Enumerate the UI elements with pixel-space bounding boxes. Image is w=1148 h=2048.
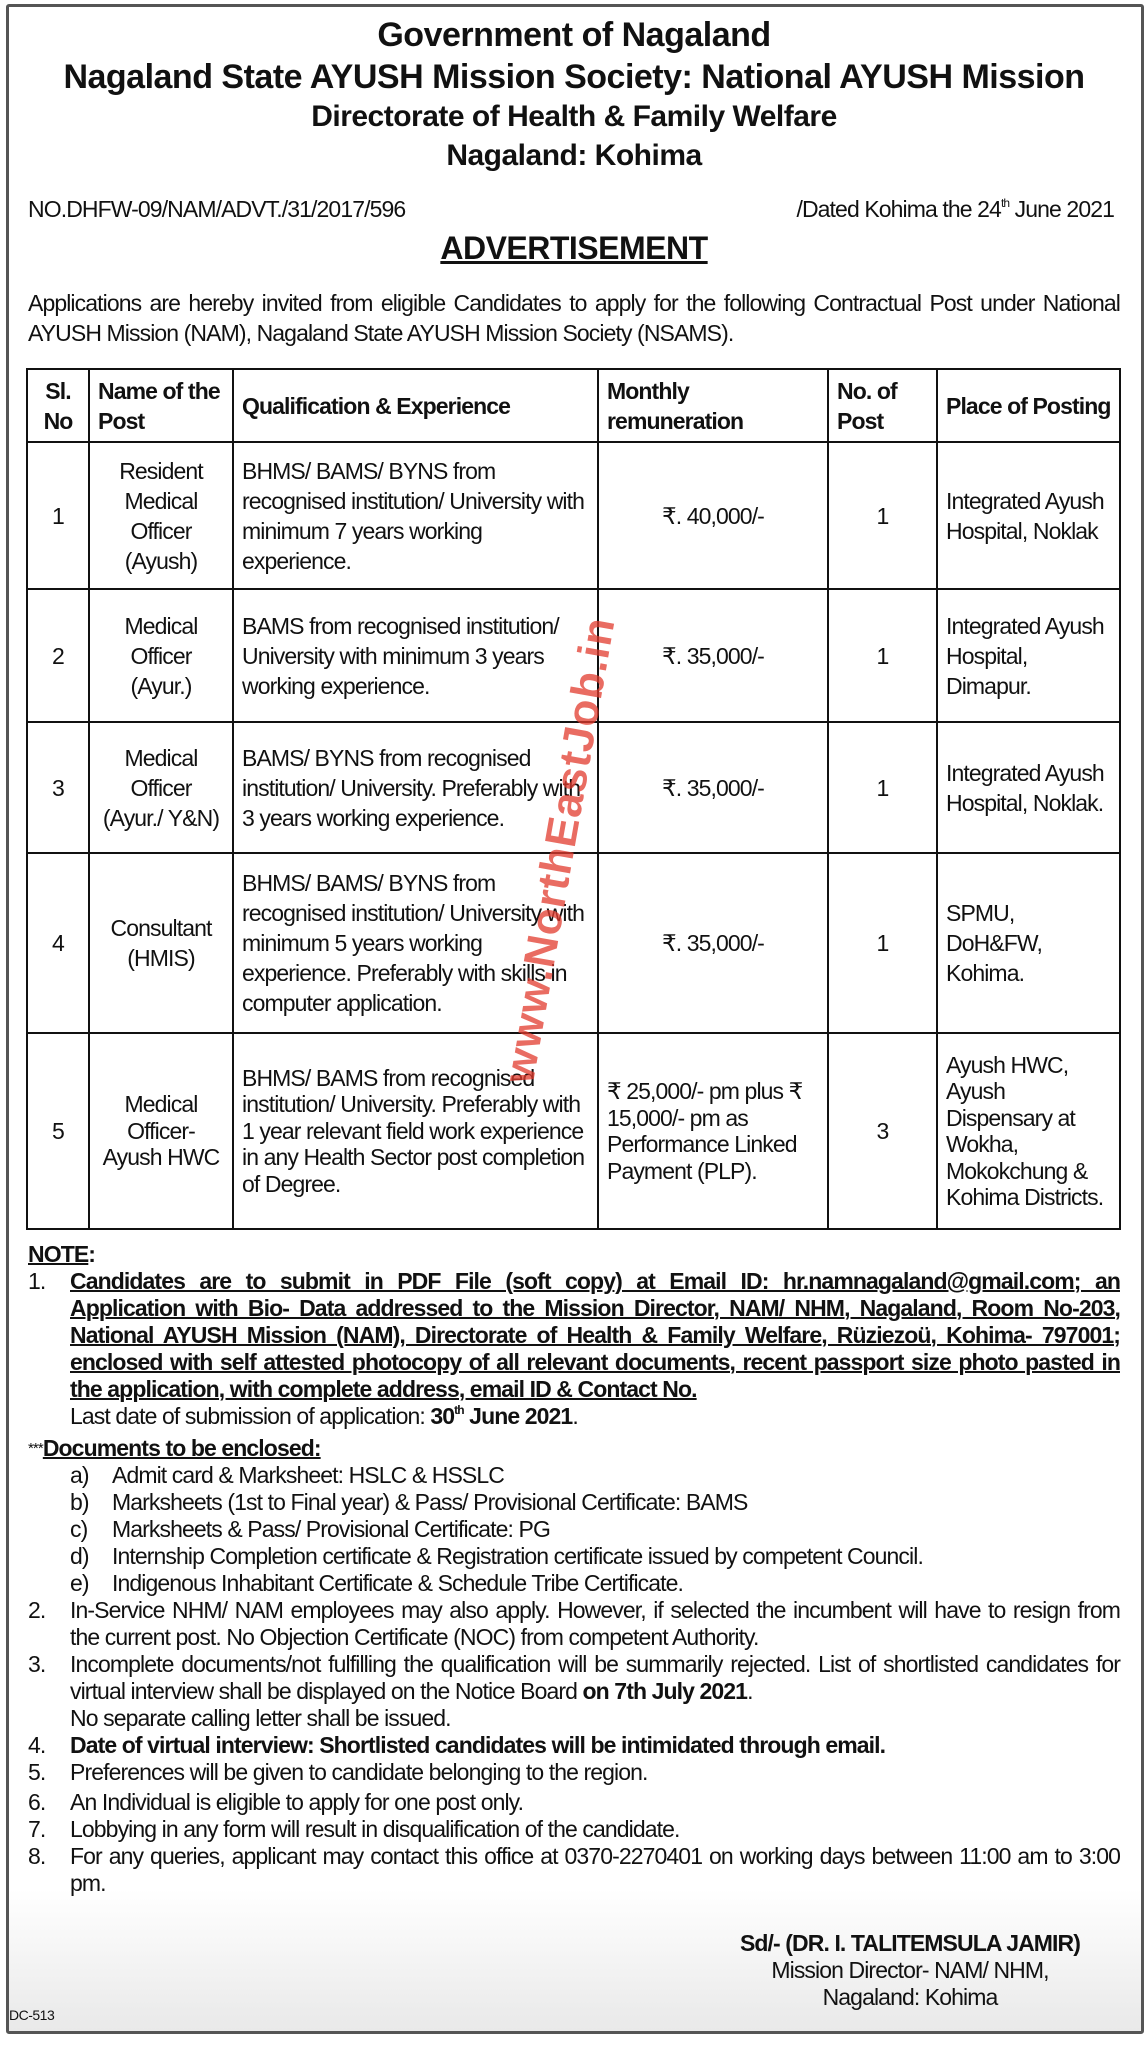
cell-count: 1 — [828, 589, 937, 722]
note-number: 8. — [28, 1843, 46, 1869]
cell-count: 3 — [828, 1033, 937, 1229]
col-header: Monthly remuneration — [598, 369, 828, 442]
cell-qualification: BAMS from recognised institution/ University with minimum 3 years working experience. — [233, 589, 598, 722]
last-date-label: Last date of submission of application: — [70, 1403, 431, 1429]
notes-section — [28, 1241, 1120, 1897]
table-row — [27, 1033, 1120, 1229]
advertisement-title — [0, 230, 1148, 267]
doc-item — [70, 1462, 1120, 1489]
note-number: 3. — [28, 1651, 46, 1677]
cell-place: Integrated Ayush Hospital, Noklak. — [937, 722, 1120, 853]
cell-qualification: BHMS/ BAMS/ BYNS from recognised institution/ University with minimum 5 years working experience. Preferably with skills in computer application. — [233, 853, 598, 1033]
col-header: Sl. No — [27, 369, 89, 442]
cell-post: Medical Officer- Ayush HWC — [89, 1033, 233, 1229]
note-4 — [28, 1732, 1120, 1759]
col-header: No. of Post — [828, 369, 937, 442]
cell-sl: 4 — [27, 853, 89, 1033]
cell-post: Medical Officer (Ayur.) — [89, 589, 233, 722]
doc-item — [70, 1516, 1120, 1543]
cell-pay: ₹. 35,000/- — [598, 853, 828, 1033]
doc-text: Indigenous Inhabitant Certificate & Schedule Tribe Certificate. — [112, 1570, 684, 1596]
note-number: 2. — [28, 1597, 46, 1623]
signature-title: Mission Director- NAM/ NHM, — [771, 1957, 1049, 1983]
cell-pay: ₹ 25,000/- pm plus ₹ 15,000/- pm as Performance Linked Payment (PLP). — [598, 1033, 828, 1229]
note-1-text: Candidates are to submit in PDF File (soft copy) at Email ID: hr.namnagaland@gmail.com; an Application with Bio- Data addressed to the Mission Director, NAM/ NHM, Nagaland, Room No-203, National AYUSH Mission (NAM), Directorate of Health & Family Welfare, Rüziezoü, Kohima- 797001; enclosed with self attested photocopy of all relevant documents, recent passport size photo pasted in the application, with complete address, email ID & Contact No. — [70, 1268, 1120, 1402]
title-text: ADVERTISEMENT — [440, 230, 708, 266]
note-5-text: Preferences will be given to candidate belonging to the region. — [70, 1759, 648, 1785]
cell-post: Medical Officer (Ayur./ Y&N) — [89, 722, 233, 853]
doc-text: Marksheets (1st to Final year) & Pass/ Provisional Certificate: BAMS — [112, 1489, 748, 1515]
header-directorate: Directorate of Health & Family Welfare — [311, 100, 837, 133]
note-2-text: In-Service NHM/ NAM employees may also apply. However, if selected the incumbent will have to resign from the current post. No Objection Certificate (NOC) from competent Authority. — [70, 1597, 1120, 1650]
cell-sl: 1 — [27, 442, 89, 589]
notes-heading-text: NOTE — [28, 1241, 89, 1267]
note-8-text: For any queries, applicant may contact this office at 0370-2270401 on working days between 11:00 am to 3:00 pm. — [70, 1843, 1120, 1896]
col-header: Place of Posting — [937, 369, 1120, 442]
signature-place: Nagaland: Kohima — [822, 1984, 998, 2010]
last-date-sup: th — [454, 1403, 464, 1417]
cell-sl: 3 — [27, 722, 89, 853]
header-government: Government of Nagaland — [377, 16, 771, 54]
signature-name: Sd/- (DR. I. TALITEMSULA JAMIR) — [739, 1930, 1081, 1956]
cell-place: SPMU, DoH&FW, Kohima. — [937, 853, 1120, 1033]
footer-code: DC-513 — [9, 2007, 55, 2023]
doc-key: c) — [70, 1516, 88, 1542]
cell-pay: ₹. 35,000/- — [598, 589, 828, 722]
cell-post: Resident Medical Officer (Ayush) — [89, 442, 233, 589]
note-1: 1. Candidates are to submit in PDF File (soft copy) at Email ID: hr.namnagaland@gmail.com; an Application with Bio- Data addressed to the Mission Director, NAM/ NHM, Nagaland, Room No-203, National AYUSH Mission (NAM), Directorate of Health & Family Welfare, Rüziezoü, Kohima- 797001; enclosed with self attested photocopy of all relevant documents, recent passport size photo pasted in the application, with complete address, email ID & Contact No. Last date of submission of application: 30th June 2021. — [28, 1268, 1120, 1429]
col-header: Name of the Post — [89, 369, 233, 442]
note-number: 1. — [28, 1268, 46, 1294]
cell-count: 1 — [828, 853, 937, 1033]
note-3-date: on 7th July 2021 — [582, 1678, 748, 1704]
signature-block — [700, 1930, 1120, 2011]
note-8 — [28, 1843, 1120, 1897]
header-location: Nagaland: Kohima — [446, 139, 702, 172]
cell-count: 1 — [828, 722, 937, 853]
note-number: 5. — [28, 1759, 46, 1785]
reference-number: NO.DHFW-09/NAM/ADVT./31/2017/596 — [28, 196, 406, 222]
doc-item — [70, 1489, 1120, 1516]
cell-qualification: BHMS/ BAMS/ BYNS from recognised institution/ University with minimum 7 years working experience. — [233, 442, 598, 589]
doc-text: Marksheets & Pass/ Provisional Certificate: PG — [112, 1516, 550, 1542]
doc-key: d) — [70, 1543, 89, 1569]
dated-suffix: June 2021 — [1009, 196, 1114, 222]
header-society: Nagaland State AYUSH Mission Society: National AYUSH Mission — [63, 58, 1085, 96]
note-number: 4. — [28, 1732, 46, 1758]
note-7 — [28, 1816, 1120, 1843]
notes-heading: NOTE: — [28, 1241, 96, 1267]
note-2 — [28, 1597, 1120, 1651]
doc-text: Admit card & Marksheet: HSLC & HSSLC — [112, 1462, 504, 1488]
watermark: www.NorthEastJob.in — [494, 613, 625, 1087]
cell-post: Consultant (HMIS) — [89, 853, 233, 1033]
cell-place: Ayush HWC, Ayush Dispensary at Wokha, Mokokchung & Kohima Districts. — [937, 1033, 1120, 1229]
cell-count: 1 — [828, 442, 937, 589]
col-header: Qualification & Experience — [233, 369, 598, 442]
note-3-text: Incomplete documents/not fulfilling the qualification will be summarily rejected. List of shortlisted candidates for virtual interview shall be displayed on the Notice Board — [70, 1651, 1120, 1704]
cell-place: Integrated Ayush Hospital, Noklak — [937, 442, 1120, 589]
note-6 — [28, 1789, 1120, 1816]
cell-sl: 2 — [27, 589, 89, 722]
intro-paragraph: Applications are hereby invited from eligible Candidates to apply for the following Contractual Post under National AYUSH Mission (NAM), Nagaland State AYUSH Mission Society (NSAMS). — [28, 290, 1120, 346]
note-4-text: Date of virtual interview: Shortlisted candidates will be intimidated through email. — [70, 1732, 886, 1758]
dated-prefix: /Dated Kohima the 24 — [796, 196, 1001, 222]
table-row — [27, 442, 1120, 589]
note-number: 6. — [28, 1789, 46, 1815]
note-3: 3. Incomplete documents/not fulfilling the qualification will be summarily rejected. List of shortlisted candidates for virtual interview shall be displayed on the Notice Board on 7th July 2021. No separate calling letter shall be issued. — [28, 1651, 1120, 1731]
dated-line — [796, 196, 1114, 223]
note-7-text: Lobbying in any form will result in disqualification of the candidate. — [70, 1816, 680, 1842]
last-date-day: 30 — [430, 1403, 455, 1429]
last-date-rest: June 2021 — [463, 1403, 573, 1429]
doc-text: Internship Completion certificate & Registration certificate issued by competent Council. — [112, 1543, 923, 1569]
note-5 — [28, 1759, 1120, 1786]
cell-pay: ₹. 35,000/- — [598, 722, 828, 853]
note-3-extra: No separate calling letter shall be issued. — [70, 1705, 451, 1731]
cell-place: Integrated Ayush Hospital, Dimapur. — [937, 589, 1120, 722]
cell-pay: ₹. 40,000/- — [598, 442, 828, 589]
docs-list — [28, 1462, 1120, 1597]
doc-key: b) — [70, 1489, 89, 1515]
docs-heading-text: Documents to be enclosed: — [42, 1435, 321, 1461]
doc-item — [70, 1570, 1120, 1597]
note-6-text: An Individual is eligible to apply for one post only. — [70, 1789, 524, 1815]
table-header-row — [27, 369, 1120, 442]
dated-sup: th — [1000, 196, 1010, 210]
doc-key: e) — [70, 1570, 89, 1596]
doc-key: a) — [70, 1462, 89, 1488]
cell-qualification: BAMS/ BYNS from recognised institution/ University. Preferably with 3 years working experience. — [233, 722, 598, 853]
cell-qualification: BHMS/ BAMS from recognised institution/ University. Preferably with 1 year relevant field work experience in any Health Sector post completion of Degree. — [233, 1033, 598, 1229]
doc-item — [70, 1543, 1120, 1570]
cell-sl: 5 — [27, 1033, 89, 1229]
note-number: 7. — [28, 1816, 46, 1842]
docs-heading: ***Documents to be enclosed: — [28, 1435, 321, 1461]
